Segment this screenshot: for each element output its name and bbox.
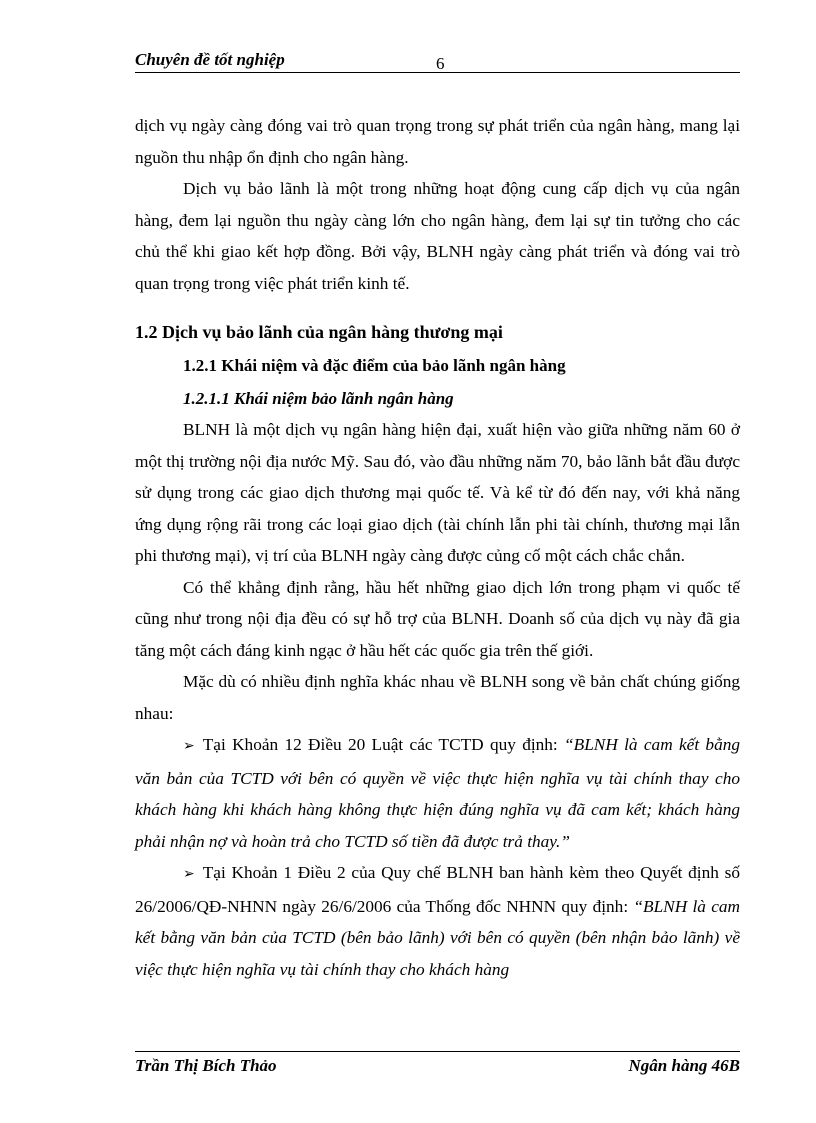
subsection-heading-1-2-1: 1.2.1 Khái niệm và đặc điểm của bảo lãnh ngân hàng xyxy=(183,356,566,375)
bullet-lead-text: Tại Khoản 12 Điều 20 Luật các TCTD quy định: xyxy=(202,735,565,754)
footer-author: Trần Thị Bích Thảo xyxy=(135,1056,277,1075)
footer-class: Ngân hàng 46B xyxy=(628,1056,740,1075)
arrow-bullet-icon: ➢ xyxy=(183,739,195,754)
section-heading-1-2: 1.2 Dịch vụ bảo lãnh của ngân hàng thương mại xyxy=(135,322,503,342)
paragraph-continuation: dịch vụ ngày càng đóng vai trò quan trọng trong sự phát triển của ngân hàng, mang lại nguồn thu nhập ổn định cho ngân hàng. xyxy=(135,116,740,167)
header-title: Chuyên đề tốt nghiệp xyxy=(135,50,285,69)
page-number: 6 xyxy=(436,54,445,73)
arrow-bullet-icon: ➢ xyxy=(183,867,195,882)
page-footer xyxy=(135,1051,740,1075)
paragraph-definitions-intro: Mặc dù có nhiều định nghĩa khác nhau về BLNH song về bản chất chúng giống nhau: xyxy=(135,672,740,723)
page-header xyxy=(135,48,740,73)
paragraph-blnh-support: Có thể khẳng định rằng, hầu hết những giao dịch lớn trong phạm vi quốc tế cũng như trong nội địa đều có sự hỗ trợ của BLNH. Doanh số của dịch vụ này đã gia tăng một cách đáng kinh ngạc ở hầu hết các quốc gia trên thế giới. xyxy=(135,577,740,660)
paragraph-guarantee-service: Dịch vụ bảo lãnh là một trong những hoạt động cung cấp dịch vụ của ngân hàng, đem lại nguồn thu ngày càng lớn cho ngân hàng, đem lại sự tin tưởng cho các chủ thể khi giao kết hợp đồng. Bởi vậy, BLNH ngày càng phát triển và đóng vai trò quan trọng trong việc phát triển kinh tế. xyxy=(135,179,740,293)
paragraph-blnh-history: BLNH là một dịch vụ ngân hàng hiện đại, xuất hiện vào giữa những năm 60 ở một thị trường nội địa nước Mỹ. Sau đó, vào đầu những năm 70, bảo lãnh bắt đầu được sử dụng trong các giao dịch thương mại quốc tế. Và kể từ đó đến nay, với khả năng ứng dụng rộng rãi trong các loại giao dịch (tài chính lẫn phi tài chính, thương mại lẫn phi thương mại), vị trí của BLNH ngày càng được củng cố một cách chắc chắn. xyxy=(135,420,740,565)
bullet-lead-text: Tại Khoản 1 Điều 2 của Quy chế BLNH ban hành kèm theo Quyết định số 26/2006/QĐ-NHNN ngày 26/6/2006 của Thống đốc NHNN quy định: xyxy=(135,863,740,916)
bullet-quote-text: “BLNH là cam kết bằng văn bản của TCTD (bên bảo lãnh) với bên có quyền (bên nhận bảo lãnh) về việc thực hiện nghĩa vụ tài chính thay cho khách hàng xyxy=(135,896,740,979)
bullet-quote-text: “BLNH là cam kết bằng văn bản của TCTD với bên có quyền về việc thực hiện nghĩa vụ tài chính thay cho khách hàng khi khách hàng không thực hiện đúng nghĩa vụ đã cam kết; khách hàng phải nhận nợ và hoàn trả cho TCTD số tiền đã được trả thay.” xyxy=(135,735,740,851)
page-body xyxy=(135,110,740,985)
bullet-definition-regulation xyxy=(135,857,740,985)
bullet-definition-law xyxy=(135,729,740,857)
subsubsection-heading-1-2-1-1: 1.2.1.1 Khái niệm bảo lãnh ngân hàng xyxy=(183,389,454,408)
